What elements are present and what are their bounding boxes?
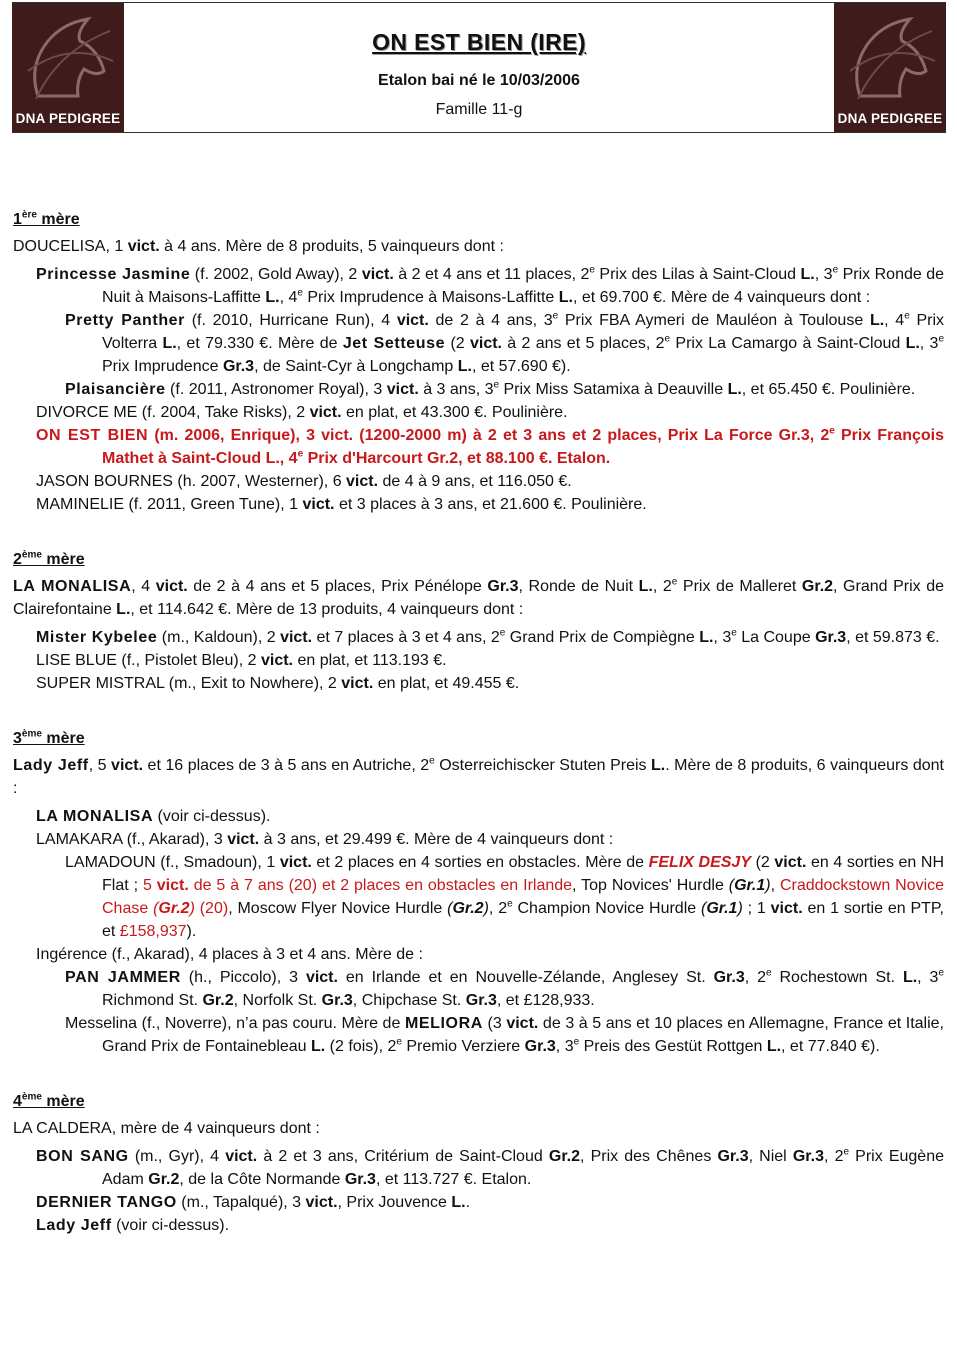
dam-entry: DOUCELISA, 1 vict. à 4 ans. Mère de 8 produits, 5 vainqueurs dont :	[13, 238, 504, 255]
dna-pedigree-logo-left	[12, 3, 124, 132]
section-heading-2: 2ème mère	[13, 549, 85, 568]
section-heading-4: 4ème mère	[13, 1091, 85, 1110]
produce-entry: DIVORCE ME (f. 2004, Take Risks), 2 vict. en plat, et 43.300 €. Poulinière.	[36, 404, 568, 421]
produce-entry: DERNIER TANGO (m., Tapalqué), 3 vict., Prix Jouvence L..	[36, 1194, 471, 1211]
dam-entry: Lady Jeff, 5 vict. et 16 places de 3 à 5 ans en Autriche, 2e Osterreichiscker Stuten Preis L.. Mère de 8 produits, 6 vainqueurs dont :	[13, 755, 944, 797]
produce-entry: LAMADOUN (f., Smadoun), 1 vict. et 2 places en 4 sorties en obstacles. Mère de FELIX DESJY (2 vict. en 4 sorties en NH Flat ; 5 vict. de 5 à 7 ans (20) et 2 places en obstacles en Irlande, Top Novices' Hurdle (Gr.1), Craddockstown Novice Chase (Gr.2) (20), Moscow Flyer Novice Hurdle (Gr.2), 2e Champion Novice Hurdle (Gr.1) ; 1 vict. en 1 sortie en PTP, et £158,937).	[65, 854, 945, 940]
section-heading-3: 3ème mère	[13, 728, 85, 747]
dna-pedigree-logo-right	[834, 3, 946, 132]
dam-entry: LA CALDERA, mère de 4 vainqueurs dont :	[13, 1120, 320, 1137]
produce-entry: JASON BOURNES (h. 2007, Westerner), 6 vict. de 4 à 9 ans, et 116.050 €.	[36, 473, 572, 490]
produce-entry: Ingérence (f., Akarad), 4 places à 3 et 4 ans. Mère de :	[36, 946, 423, 963]
page-subtitle: Etalon bai né le 10/03/2006	[378, 72, 580, 89]
logo-text: DNA PEDIGREE	[837, 111, 943, 126]
produce-entry: LISE BLUE (f., Pistolet Bleu), 2 vict. en plat, et 113.193 €.	[36, 652, 447, 669]
produce-entry: LA MONALISA (voir ci-dessus).	[36, 808, 271, 825]
produce-entry: BON SANG (m., Gyr), 4 vict. à 2 et 3 ans, Critérium de Saint-Cloud Gr.2, Prix des Chênes Gr.3, Niel Gr.3, 2e Prix Eugène Adam Gr.2, de la Côte Normande Gr.3, et 113.727 €. Etalon.	[36, 1146, 944, 1188]
horse-head-icon	[18, 11, 118, 103]
produce-entry-highlight: ON EST BIEN (m. 2006, Enrique), 3 vict. (1200-2000 m) à 2 et 3 ans et 2 places, Prix La Force Gr.3, 2e Prix François Mathet à Saint-Cloud L., 4e Prix d'Harcourt Gr.2, et 88.100 €. Etalon.	[36, 425, 944, 467]
section-heading-1: 1ère mère	[13, 209, 80, 228]
document-header	[12, 2, 946, 133]
page-title: ON EST BIEN (IRE)	[372, 29, 586, 55]
produce-entry: MAMINELIE (f. 2011, Green Tune), 1 vict. et 3 places à 3 ans, et 21.600 €. Poulinière.	[36, 496, 647, 513]
produce-entry: Messelina (f., Noverre), n’a pas couru. Mère de MELIORA (3 vict. de 3 à 5 ans et 10 places en Allemagne, France et Italie, Grand Prix de Fontainebleau L. (2 fois), 2e Premio Verziere Gr.3, 3e Preis des Gestüt Rottgen L., et 77.840 €).	[65, 1015, 944, 1055]
dam-entry: LA MONALISA, 4 vict. de 2 à 4 ans et 5 places, Prix Pénélope Gr.3, Ronde de Nuit L., 2e Prix de Malleret Gr.2, Grand Prix de Clairefontaine L., et 114.642 €. Mère de 13 produits, 4 vainqueurs dont :	[13, 576, 945, 618]
horse-head-icon	[840, 11, 940, 103]
produce-entry: Princesse Jasmine (f. 2002, Gold Away), 2 vict. à 2 et 4 ans et 11 places, 2e Prix des Lilas à Saint-Cloud L., 3e Prix Ronde de Nuit à Maisons-Laffitte L., 4e Prix Imprudence à Maisons-Laffitte L., et 69.700 €. Mère de 4 vainqueurs dont :	[36, 264, 945, 306]
produce-entry: Pretty Panther (f. 2010, Hurricane Run), 4 vict. de 2 à 4 ans, 3e Prix FBA Aymeri de Mauléon à Toulouse L., 4e Prix Volterra L., et 79.330 €. Mère de Jet Setteuse (2 vict. à 2 ans et 5 places, 2e Prix La Camargo à Saint-Cloud L., 3e Prix Imprudence Gr.3, de Saint-Cyr à Longchamp L., et 57.690 €).	[65, 310, 945, 375]
produce-entry: Plaisancière (f. 2011, Astronomer Royal), 3 vict. à 3 ans, 3e Prix Miss Satamixa à Deauville L., et 65.450 €. Poulinière.	[65, 379, 916, 398]
produce-entry: Lady Jeff (voir ci-dessus).	[36, 1217, 230, 1234]
produce-entry: LAMAKARA (f., Akarad), 3 vict. à 3 ans, et 29.499 €. Mère de 4 vainqueurs dont :	[36, 831, 614, 848]
logo-text: DNA PEDIGREE	[15, 111, 121, 126]
famille-label: Famille 11-g	[435, 101, 523, 118]
produce-entry: PAN JAMMER (h., Piccolo), 3 vict. en Irlande et en Nouvelle-Zélande, Anglesey St. Gr.3, 2e Rochestown St. L., 3e Richmond St. Gr.2, Norfolk St. Gr.3, Chipchase St. Gr.3, et £128,933.	[65, 967, 945, 1009]
pedigree-body	[13, 208, 944, 1237]
produce-entry: Mister Kybelee (m., Kaldoun), 2 vict. et 7 places à 3 et 4 ans, 2e Grand Prix de Compiègne L., 3e La Coupe Gr.3, et 59.873 €.	[36, 627, 940, 646]
produce-entry: SUPER MISTRAL (m., Exit to Nowhere), 2 vict. en plat, et 49.455 €.	[36, 675, 520, 692]
